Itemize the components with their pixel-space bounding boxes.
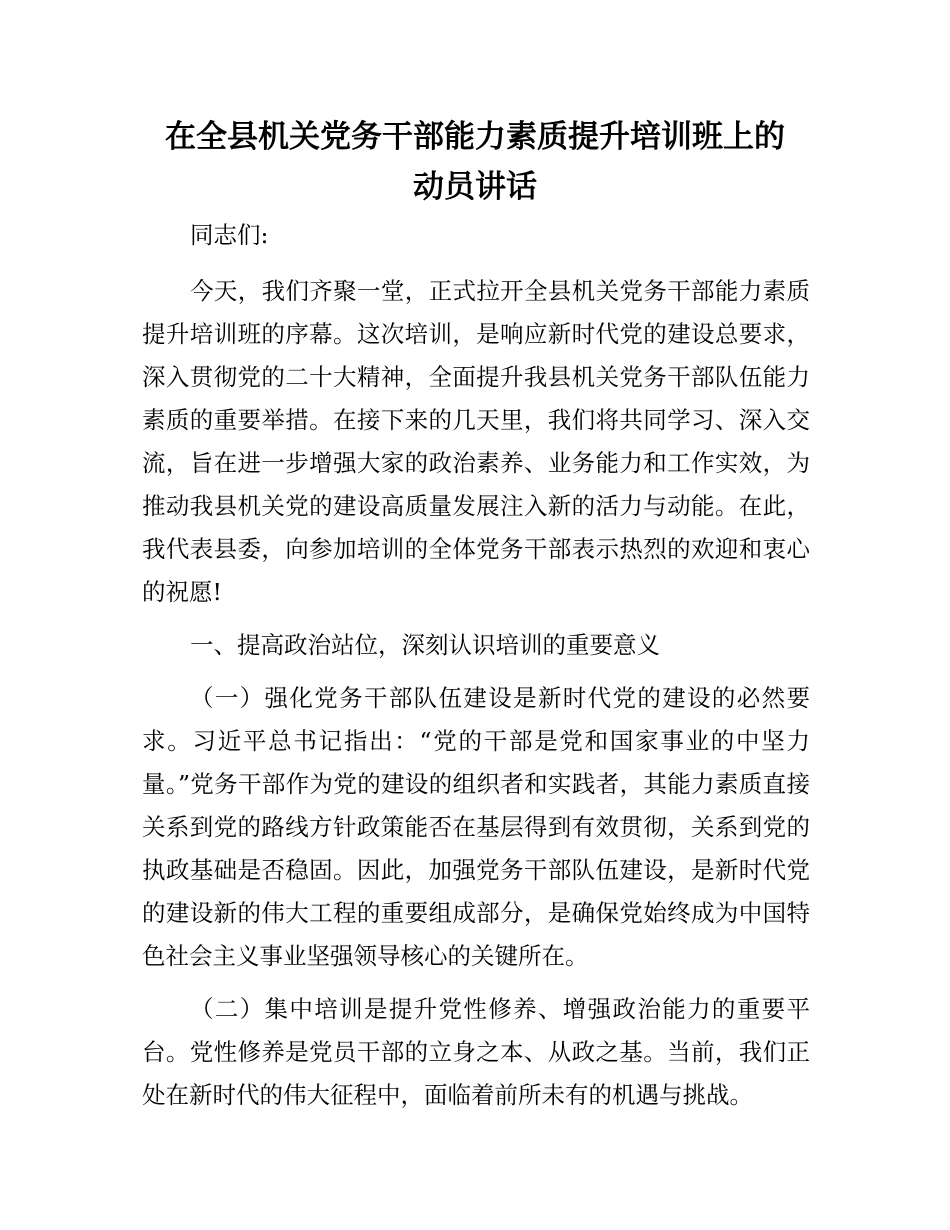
title-line-1: 在全县机关党务干部能力素质提升培训班上的 [165, 119, 785, 155]
section-heading-1: 一、提高政治站位，深刻认识培训的重要意义 [190, 631, 660, 659]
salutation: 同志们: [190, 221, 269, 249]
paragraph-intro: 今天，我们齐聚一堂，正式拉开全县机关党务干部能力素质提升培训班的序幕。这次培训，是响应新时代党的建设总要求，深入贯彻党的二十大精神，全面提升我县机关党务干部队伍能力素质的重要举措。在接下来的几天里，我们将共同学习、深入交流，旨在进一步增强大家的政治素养、业务能力和工作实效，为推动我县机关党的建设高质量发展注入新的活力与动能。在此，我代表县委，向参加培训的全体党务干部表示热烈的欢迎和衷心的祝愿! [142, 277, 810, 606]
paragraph-subsection-1: （一）强化党务干部队伍建设是新时代党的建设的必然要求。习近平总书记指出：“党的干部是党和国家事业的中坚力量。”党务干部作为党的建设的组织者和实践者，其能力素质直接关系到党的路线方针政策能否在基层得到有效贯彻，关系到党的执政基础是否稳固。因此，加强党务干部队伍建设，是新时代党的建设新的伟大工程的重要组成部分，是确保党始终成为中国特色社会主义事业坚强领导核心的关键所在。 [142, 684, 810, 970]
document-body [142, 214, 810, 1127]
document-title [100, 112, 850, 212]
paragraph-subsection-2: （二）集中培训是提升党性修养、增强政治能力的重要平台。党性修养是党员干部的立身之本、从政之基。当前，我们正处在新时代的伟大征程中，面临着前所未有的机遇与挑战。 [142, 995, 810, 1109]
title-line-2: 动员讲话 [413, 169, 537, 205]
